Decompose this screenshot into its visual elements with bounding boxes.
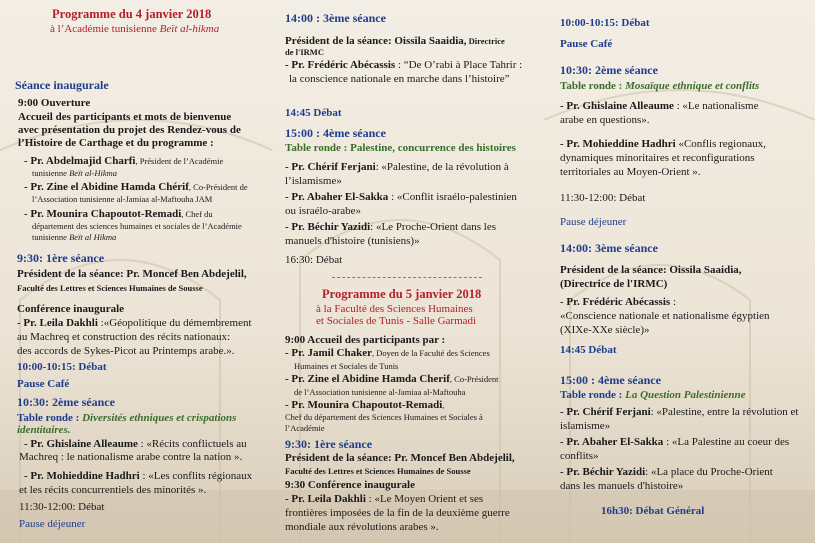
column-jan4-afternoon-jan5 [272,0,544,543]
debate-jan5-1: 10:00-10:15: Débat [560,17,650,29]
speaker-chapoutot-role-2: tunisienne Beït al Hikma [32,232,117,242]
speaker-yazidi-jan5: - Pr. Béchir Yazidi: «La place du Proche-Orient [560,466,773,478]
speaker-el-sakka-talk-2: ou israélo-arabe» [285,205,362,217]
speaker-dakhli-jan5-talk-2: frontières imposées de la fin de la deuxième guerre [285,507,510,519]
speaker-hadhri-jan5: - Pr. Mohieddine Hadhri «Conflis regionaux, [560,138,766,150]
speaker-alleaume-talk-2: Machreq : le nationalisme arabe contre la nation ». [19,451,243,463]
welcome-chapoutot-role-2: l’Académie [285,423,325,433]
speaker-ferjani-talk-2: l’islamisme» [285,175,342,187]
lunch-break-jan5: Pause déjeuner [560,216,627,228]
speaker-dakhli-jan5-talk-3: mondiale aux révolutions arabes ». [285,521,439,533]
speaker-dakhli: - Pr. Leila Dakhli :«Géopolitique du démembrement [17,317,252,329]
speaker-yazidi-jan5-talk-2: dans les manuels d'histoire» [560,480,684,492]
speaker-abecassis: - Pr. Frédéric Abécassis : “De O’rabi à Place Tahrir : [285,59,523,71]
welcome-chaker: - Pr. Jamil Chaker, Doyen de la Faculté des Sciences [285,347,490,359]
welcome-chaker-role: Humaines et Sociales de Tunis [294,361,399,371]
speaker-hamda-cherif: - Pr. Zine el Abidine Hamda Chérif, Co-Président de [24,181,248,193]
speaker-abecassis-jan5-talk-2: (XIXe-XXe siècle)» [560,324,650,336]
opening-desc-1: Accueil des participants et mots de bienvenue [18,111,232,123]
session-1-jan5-president: Président de la séance: Pr. Moncef Ben Abdejelil, [285,452,515,464]
debate-4: 16:30: Débat [285,254,343,266]
speaker-abecassis-jan5-talk: «Conscience nationale et nationalisme égyptien [560,310,770,322]
debate-1: 10:00-10:15: Débat [17,361,107,373]
coffee-break-jan5: Pause Café [560,38,613,50]
speaker-abecassis-jan5: - Pr. Frédéric Abécassis : [560,296,676,308]
speaker-hamda-cherif-role: l’Association tunisienne al-Jamiaa al-Maftouha JAM [32,194,213,204]
opening-desc-3: l’Histoire de Carthage et du programme : [18,137,214,149]
opening-desc-2: avec présentation du projet des Rendez-vous de [18,124,241,136]
program-venue-jan4: à l’Académie tunisienne Beït al-hikma [50,23,220,35]
round-table-1-theme-2: identitaires. [17,424,71,436]
welcome-chapoutot-role: Chef du département des Sciences Humaines et Sociales à [285,412,483,422]
speaker-charfi: - Pr. Abdelmajid Charfi, Président de l’Académie [24,155,224,167]
welcome-chapoutot: - Pr. Mounira Chapoutot-Remadi, [285,399,445,411]
speaker-chapoutot-role: département des sciences humaines et sociales de l’Académie [32,221,242,231]
session-3-jan5-title: 14:00: 3ème séance [560,241,658,255]
session-3-jan5-president-2: (Directrice de l'IRMC) [560,278,668,290]
welcome-hamda-cherif: - Pr. Zine el Abidine Hamda Cherif, Co-Président [285,373,499,385]
lunch-break-1: Pause déjeuner [19,518,86,530]
speaker-ferjani-jan5-talk-2: islamisme» [560,420,611,432]
session-2-title: 10:30: 2ème séance [17,395,115,409]
speaker-dakhli-talk-2: au Machreq et construction des récits nationaux: [17,331,231,343]
speaker-ferjani-jan5: - Pr. Chérif Ferjani: «Palestine, entre la révolution et [560,406,799,418]
debate-2: 11:30-12:00: Débat [19,501,105,513]
speaker-hadhri-jan5-talk-3: territoriales au Moyen-Orient ». [560,166,701,178]
speaker-alleaume: - Pr. Ghislaine Alleaume : «Récits conflictuels au [24,438,247,450]
session-inaugural-title: Séance inaugurale [15,78,109,92]
session-3-jan5-president: Président de la séance: Oissila Saaidia, [560,264,742,276]
column-jan5 [544,0,815,543]
speaker-hadhri-talk-2: et les récits concurrentiels des minorités ». [19,484,207,496]
speaker-el-sakka: - Pr. Abaher El-Sakka : «Conflit israélo-palestinien [285,191,517,203]
speaker-hadhri: - Pr. Mohieddine Hadhri : «Les conflits régionaux [24,470,253,482]
round-table-1: Table ronde : Diversités ethniques et crispations [17,412,237,424]
speaker-alleaume-jan5-talk-2: arabe en questions». [560,114,650,126]
session-4-jan5-title: 15:00 : 4ème séance [560,373,661,387]
speaker-yazidi-talk-2: manuels d'histoire (tunisiens)» [285,235,420,247]
debate-jan5-3: 14:45 Débat [560,344,617,356]
speaker-el-sakka-jan5-talk-2: conflits» [560,450,599,462]
conference-label: Conférence inaugurale [17,303,125,315]
speaker-abecassis-talk-2: la conscience nationale en marche dans l’histoire” [289,73,510,85]
session-1-title: 9:30: 1ère séance [17,251,105,265]
speaker-chapoutot: - Pr. Mounira Chapoutot-Remadi, Chef du [24,208,213,220]
session-1-jan5-title: 9:30: 1ère séance [285,437,373,451]
speaker-ferjani: - Pr. Chérif Ferjani: «Palestine, de la révolution à [285,161,509,173]
speaker-alleaume-jan5: - Pr. Ghislaine Alleaume : «Le nationalisme [560,100,759,112]
program-venue-jan5-2: et Sociales de Tunis - Salle Garmadi [316,315,477,327]
round-table-jan5-2: Table ronde : La Question Palestinienne [560,389,746,401]
conference-jan5-label: 9:30 Conférence inaugurale [285,479,415,491]
welcome-hamda-cherif-role: de l’Association tunisienne al-Jamiaa al-Maftouha [294,387,466,397]
debate-jan5-2: 11:30-12:00: Débat [560,192,646,204]
session-4-title: 15:00 : 4ème séance [285,126,386,140]
program-title-jan4: Programme du 4 janvier 2018 [52,7,212,21]
speaker-yazidi: - Pr. Béchir Yazidi: «Le Proche-Orient dans les [285,221,497,233]
program-venue-jan5: à la Faculté des Sciences Humaines [316,303,473,315]
opening-time: 9:00 Ouverture [18,97,91,109]
column-jan4-morning [0,0,272,543]
round-table-2: Table ronde : Palestine, concurrence des histoires [285,142,516,154]
general-debate: 16h30: Débat Général [601,505,705,517]
session-3-title: 14:00 : 3ème séance [285,11,386,25]
coffee-break-1: Pause Café [17,378,70,390]
debate-3: 14:45 Débat [285,107,342,119]
session-1-jan5-faculty: Faculté des Lettres et Sciences Humaines de Sousse [285,466,471,476]
session-2-jan5-title: 10:30: 2ème séance [560,63,658,77]
session-1-president: Président de la séance: Pr. Moncef Ben Abdejelil, [17,268,247,280]
speaker-charfi-role: tunisienne Beït al-Hikma [32,168,117,178]
program-title-jan5: Programme du 5 janvier 2018 [322,287,482,301]
round-table-jan5-1: Table ronde : Mosaïque ethnique et conflits [560,80,760,92]
session-1-faculty: Faculté des Lettres et Sciences Humaines de Sousse [17,283,203,293]
session-3-president-role: de l'IRMC [285,47,324,57]
session-3-president: Président de la séance: Oissila Saaidia, Directrice [285,35,505,47]
speaker-dakhli-jan5: - Pr. Leila Dakhli : «Le Moyen Orient et ses [285,493,484,505]
speaker-dakhli-talk-3: des accords de Sykes-Picot au Printemps arabe.». [17,345,235,357]
welcome-label: 9:00 Accueil des participants par : [285,334,446,346]
speaker-hadhri-jan5-talk-2: dynamiques minoritaires et reconfigurations [560,152,755,164]
speaker-el-sakka-jan5: - Pr. Abaher El-Sakka : «La Palestine au coeur des [560,436,790,448]
section-divider [332,277,482,278]
